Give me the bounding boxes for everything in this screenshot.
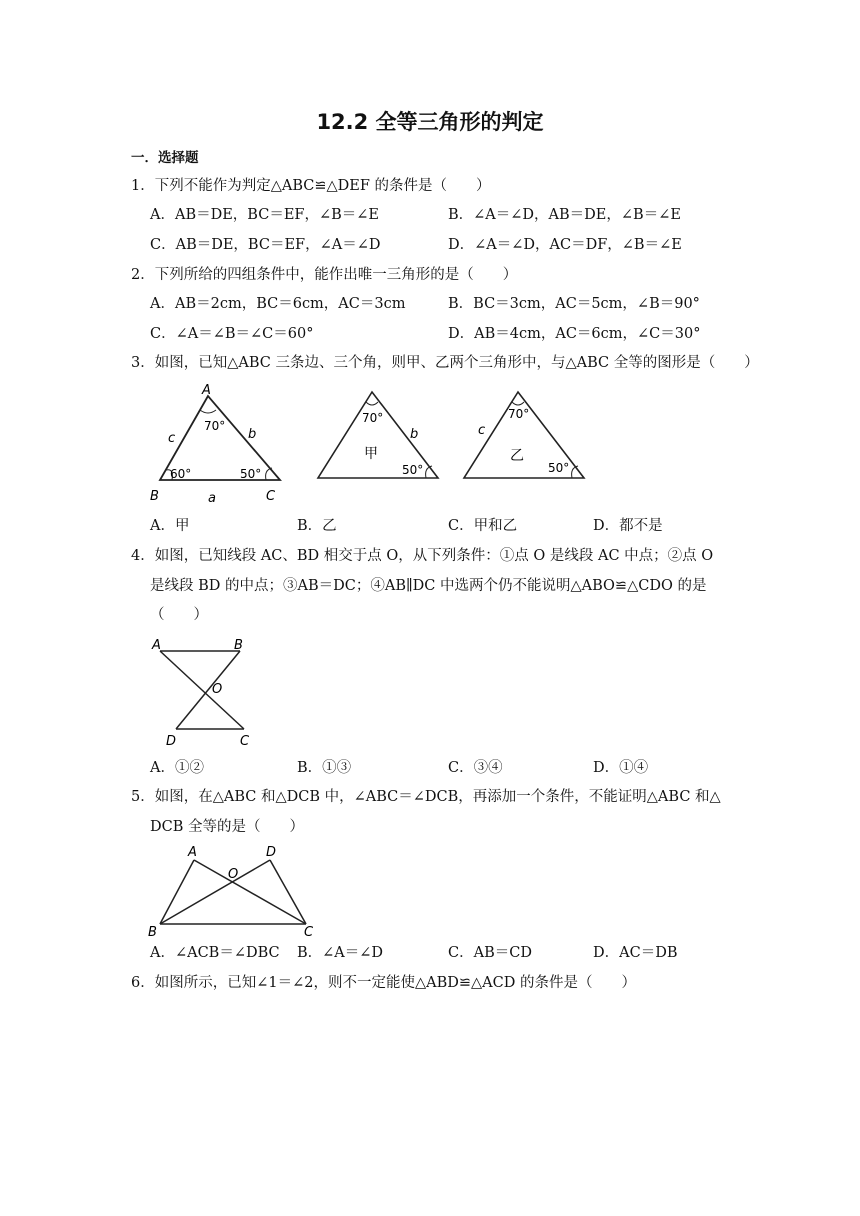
q5-option-b: B．∠A＝∠D xyxy=(297,945,384,961)
abc-angle-a: 70° xyxy=(204,419,226,433)
abc-vertex-a: A xyxy=(202,383,211,398)
q4-label-d: D xyxy=(166,734,177,749)
q1-option-b: B．∠A＝∠D，AB＝DE，∠B＝∠E xyxy=(448,207,681,223)
q4-figure xyxy=(148,633,268,751)
q4-stem-line3: （ ） xyxy=(150,607,208,623)
q3-option-d: D．都不是 xyxy=(593,518,663,534)
q5-label-o: O xyxy=(228,867,239,882)
q2-option-c: C．∠A＝∠B＝∠C＝60° xyxy=(150,326,314,342)
q5-label-b: B xyxy=(148,925,157,940)
q4-option-b: B．①③ xyxy=(297,760,352,776)
abc-side-c: c xyxy=(168,431,176,446)
q2-option-b: B．BC＝3cm，AC＝5cm，∠B＝90° xyxy=(448,296,700,312)
q1-stem: 1．下列不能作为判定△ABC≌△DEF 的条件是（ ） xyxy=(131,178,491,194)
q4-option-c: C．③④ xyxy=(448,760,503,776)
q5-label-c: C xyxy=(304,925,314,940)
q5-stem-line1: 5．如图，在△ABC 和△DCB 中，∠ABC＝∠DCB，再添加一个条件，不能证明△ABC 和△ xyxy=(131,789,721,805)
q4-label-o: O xyxy=(212,682,223,697)
abc-vertex-c: C xyxy=(266,489,276,504)
q4-stem-line1: 4．如图，已知线段 AC、BD 相交于点 O，从下列条件：①点 O 是线段 AC 中点；②点 O xyxy=(131,548,714,564)
abc-side-b: b xyxy=(248,427,257,442)
q4-option-d: D．①④ xyxy=(593,760,649,776)
abc-side-a: a xyxy=(208,491,216,506)
page-title: 12.2 全等三角形的判定 xyxy=(316,110,544,134)
q3-option-a: A．甲 xyxy=(150,518,190,534)
q5-option-d: D．AC＝DB xyxy=(593,945,678,961)
q5-option-c: C．AB＝CD xyxy=(448,945,532,961)
q4-option-a: A．①② xyxy=(150,760,204,776)
q3-option-b: B．乙 xyxy=(297,518,337,534)
yi-angle-top: 70° xyxy=(508,407,530,421)
abc-angle-b: 60° xyxy=(170,467,192,481)
q2-stem: 2．下列所给的四组条件中，能作出唯一三角形的是（ ） xyxy=(131,267,518,283)
triangle-yi xyxy=(464,392,584,478)
yi-label: 乙 xyxy=(510,448,524,464)
q5-label-a: A xyxy=(188,845,197,860)
jia-angle-top: 70° xyxy=(362,411,384,425)
q1-option-c: C．AB＝DE，BC＝EF，∠A＝∠D xyxy=(150,237,381,253)
triangle-jia xyxy=(318,392,438,478)
q4-label-c: C xyxy=(240,734,250,749)
abc-angle-c: 50° xyxy=(240,467,262,481)
yi-side-c: c xyxy=(478,423,486,438)
section-heading: 一．选择题 xyxy=(131,150,199,166)
q5-label-d: D xyxy=(266,845,277,860)
q6-stem: 6．如图所示，已知∠1＝∠2，则不一定能使△ABD≌△ACD 的条件是（ ） xyxy=(131,975,636,991)
q1-option-a: A．AB＝DE，BC＝EF，∠B＝∠E xyxy=(150,207,380,223)
yi-angle-right: 50° xyxy=(548,461,570,475)
q4-label-b: B xyxy=(234,638,243,653)
q2-option-a: A．AB＝2cm，BC＝6cm，AC＝3cm xyxy=(150,296,406,312)
triangle-abc xyxy=(150,383,280,506)
q1-option-d: D．∠A＝∠D，AC＝DF，∠B＝∠E xyxy=(448,237,682,253)
jia-side-b: b xyxy=(410,427,419,442)
q3-option-c: C．甲和乙 xyxy=(448,518,518,534)
q4-label-a: A xyxy=(152,638,161,653)
jia-angle-right: 50° xyxy=(402,463,424,477)
q2-option-d: D．AB＝4cm，AC＝6cm，∠C＝30° xyxy=(448,326,701,342)
q5-figure xyxy=(142,840,322,940)
abc-vertex-b: B xyxy=(150,489,159,504)
q3-stem: 3．如图，已知△ABC 三条边、三个角，则甲、乙两个三角形中，与△ABC 全等的图形是（ ） xyxy=(131,355,759,371)
jia-label: 甲 xyxy=(364,446,378,462)
q5-stem-line2: DCB 全等的是（ ） xyxy=(150,819,304,835)
q4-stem-line2: 是线段 BD 的中点；③AB＝DC；④AB∥DC 中选两个仍不能说明△ABO≌△CDO 的是 xyxy=(150,578,707,594)
q3-figure xyxy=(140,382,600,508)
q5-option-a: A．∠ACB＝∠DBC xyxy=(150,945,280,961)
